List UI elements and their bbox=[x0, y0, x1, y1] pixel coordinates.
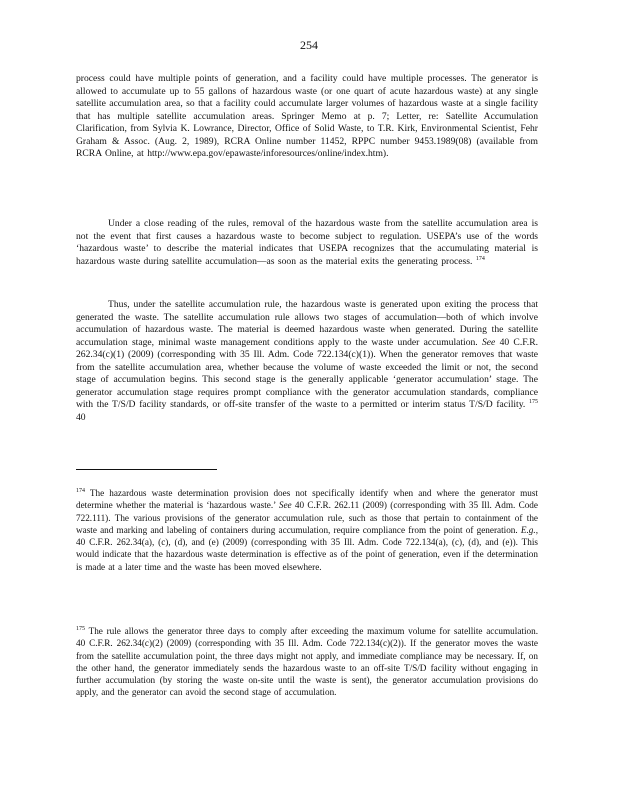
paragraph-text: 40 bbox=[76, 411, 86, 423]
paragraph-continuation bbox=[76, 73, 538, 161]
paragraph-text: 40 C.F.R. 262.34(c)(1) (2009) (corresponding with 35 Ill. Adm. Code 722.134(c)(1)). When the generator removes that waste from the satellite accumulation area, whether because the volume of waste exceeded the limit or not, the second stage of accumulation begins. This second stage is the generally applicable ‘generator accumulation’ stage. The generator accumulation stage requires prompt compliance with the generator accumulation standards, compliance with the T/S/D facility standards, or off-site transfer of the waste to a permitted or interim status T/S/D facility. bbox=[76, 336, 538, 410]
footnote-text: , 40 C.F.R. 262.34(a), (c), (d), and (e) (2009) (corresponding with 35 Ill. Adm. Code 722.134(a), (c), (d), and (e)). This would indicate that the hazardous waste determination is effective as of the point of generation, even if the determination is made at a later time and the waste has been moved elsewhere. bbox=[76, 524, 538, 572]
footnote-mark: 175 bbox=[76, 625, 85, 632]
see-signal: See bbox=[481, 336, 496, 348]
see-signal: See bbox=[278, 500, 292, 511]
footnote-ref-174[interactable]: 174 bbox=[475, 255, 485, 262]
footnote-text: 40 C.F.R. 262.11 (2009) (corresponding with 35 Ill. Adm. Code 722.111). The various provisions of the generator accumulation rule, such as those that pertain to containment of the waste and marking and labeling of containers during accumulation, require compliance from the point of generation. bbox=[76, 500, 538, 535]
footnote-text: The hazardous waste determination provision does not specifically identify when and where the generator must determine whether the material is ‘hazardous waste.’ bbox=[76, 488, 538, 511]
footnote-ref-175[interactable]: 175 bbox=[529, 398, 538, 405]
paragraph-text: process could have multiple points of generation, and a facility could have multiple processes. The generator is allowed to accumulate up to 55 gallons of hazardous waste (or one quart of acute hazardous waste) at any single satellite accumulation area, so that a facility could accumulate larger volumes of hazardous waste at a single facility that has multiple satellite accumulation areas. Springer Memo at p. 7; Letter, re: Satellite Accumulation Clarification, from Sylvia K. Lowrance, Director, Office of Solid Waste, to T.R. Kirk, Environmental Scientist, Fehr Graham & Assoc. (Aug. 2, 1989), RCRA Online number 11452, RPPC number 9453.1989(08) (available from RCRA Online, at http://www.epa.gov/epawaste/inforesources/online/index.htm). bbox=[76, 73, 538, 159]
footnote-text: The rule allows the generator three days to comply after exceeding the maximum volume for satellite accumulation. 40 C.F.R. 262.34(c)(2) (2009) (corresponding with 35 Ill. Adm. Code 722.134(c)(2)). If the generator moves the waste from the satellite accumulation point, the three days might not apply, and immediate compliance may be necessary. If, on the other hand, the generator immediately sends the hazardous waste to an off-site T/S/D facility without engaging in further accumulation (by storing the waste on-site until the waste is sent), the generator accumulation provisions do apply, and the generator can avoid the second stage of accumulation. bbox=[76, 626, 538, 698]
eg-signal: E.g. bbox=[520, 524, 536, 535]
paragraph-text: Under a close reading of the rules, removal of the hazardous waste from the satellite accumulation area is not the event that first causes a hazardous waste to become subject to regulation. USEPA’s use of the words ‘hazardous waste’ to describe the material indicates that USEPA recognizes that the accumulating material is hazardous waste during satellite accumulation—as soon as the material exits the generating process. bbox=[76, 218, 538, 267]
paragraph-satellite-reading bbox=[76, 218, 538, 268]
footnote-mark: 174 bbox=[76, 487, 85, 494]
footnote-175 bbox=[76, 625, 538, 699]
footnote-174 bbox=[76, 487, 538, 573]
page-number: 254 bbox=[300, 38, 318, 52]
footnote-separator bbox=[76, 469, 217, 470]
paragraph-text: Thus, under the satellite accumulation rule, the hazardous waste is generated upon exiting the process that generated the waste. The satellite accumulation rule allows two stages of accumulation—both of which involve accumulation of hazardous waste. The material is deemed hazardous waste when generated. During the satellite accumulation stage, minimal waste management conditions apply to the waste under accumulation. bbox=[76, 299, 538, 348]
paragraph-two-stages bbox=[76, 299, 538, 424]
